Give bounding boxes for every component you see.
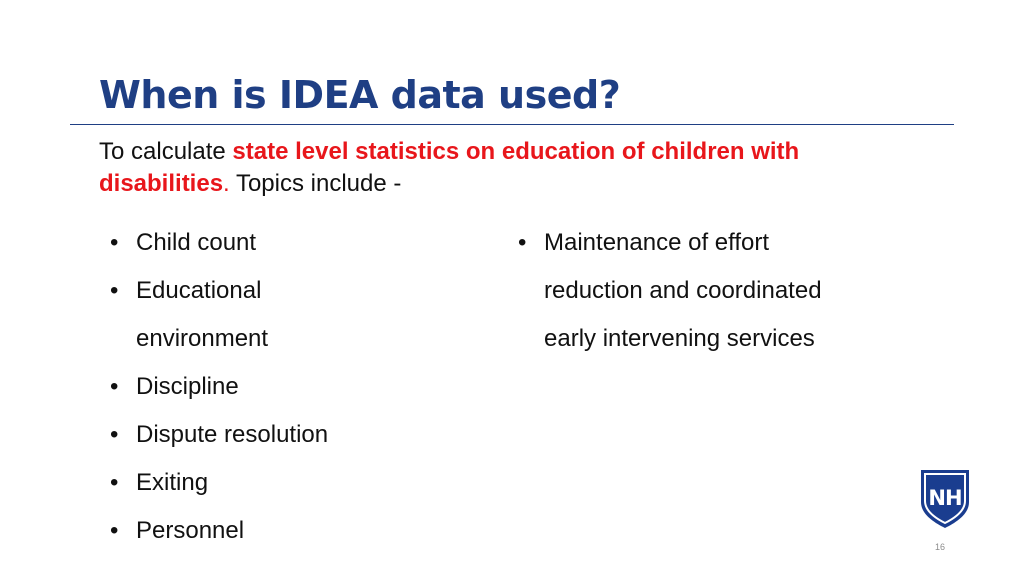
unh-shield-logo-icon	[919, 468, 971, 530]
list-item-text: Dispute resolution	[136, 421, 329, 448]
bullet-icon: •	[110, 517, 119, 544]
bullet-icon: •	[518, 229, 527, 256]
list-item-text: Discipline	[136, 373, 239, 400]
list-item	[518, 219, 870, 363]
list-item	[110, 363, 440, 411]
slide-title: When is IDEA data used?	[99, 73, 621, 117]
bullet-icon: •	[110, 229, 119, 256]
right-bullet-list	[518, 219, 870, 363]
intro-suffix: Topics include -	[229, 170, 402, 197]
list-item-text: Maintenance of effort reduction and coordinated early intervening services	[544, 229, 822, 352]
list-item	[110, 219, 440, 267]
bullet-icon: •	[110, 421, 119, 448]
intro-period: .	[223, 170, 230, 197]
list-item-text: Educational environment	[136, 277, 269, 352]
list-item-text: Personnel	[136, 517, 245, 544]
bullet-icon: •	[110, 469, 119, 496]
list-item-text: Exiting	[136, 469, 209, 496]
list-item-text: Child count	[136, 229, 257, 256]
bullet-icon: •	[110, 277, 119, 304]
intro-emphasis: state level statistics on education of children with disabilities	[99, 138, 800, 197]
bullet-icon: •	[110, 373, 119, 400]
list-item	[110, 507, 440, 555]
logo-letters: NH	[928, 486, 962, 510]
list-item	[110, 411, 440, 459]
page-number: 16	[934, 542, 945, 552]
list-item	[110, 267, 440, 363]
list-item	[110, 459, 440, 507]
intro-paragraph	[99, 136, 919, 200]
title-divider	[70, 124, 954, 125]
intro-prefix: To calculate	[99, 138, 233, 165]
left-bullet-list	[110, 219, 440, 555]
